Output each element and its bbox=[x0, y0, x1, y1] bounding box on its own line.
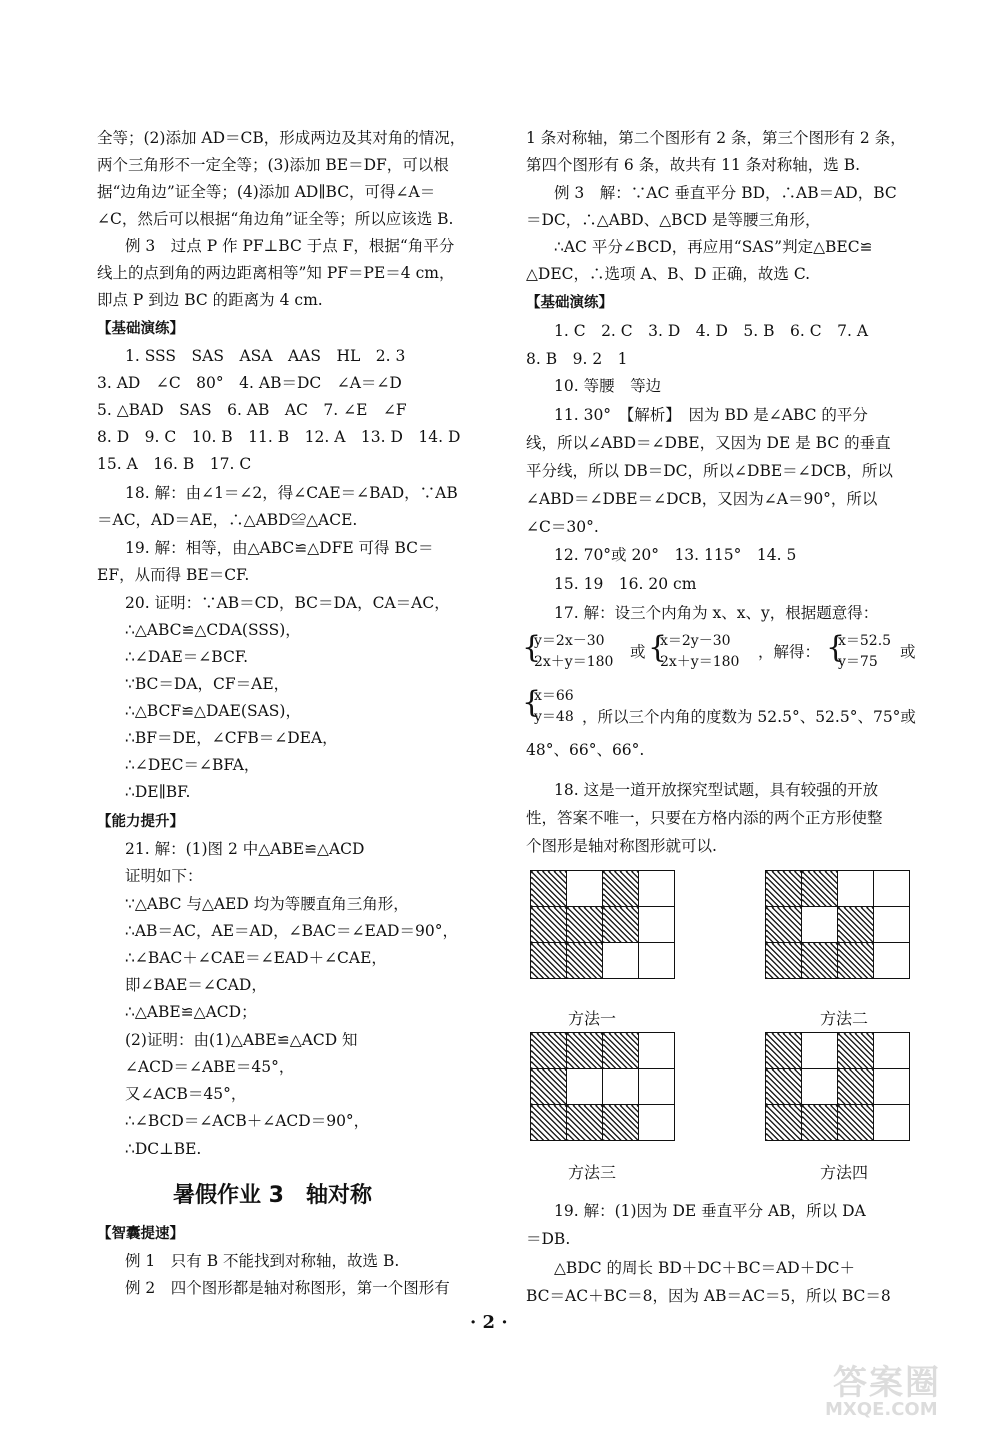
text-line: 18. 这是一道开放探究型试题，具有较强的开放 bbox=[554, 781, 879, 799]
text-line: 15. 19 16. 20 cm bbox=[554, 575, 697, 593]
text-line: ＝DC，∴△ABD、△BCD 是等腰三角形， bbox=[526, 211, 821, 229]
equation: y＝75 bbox=[838, 654, 878, 670]
text-line: 15. A 16. B 17. C bbox=[97, 455, 252, 473]
brace-symbol: { bbox=[522, 685, 542, 720]
text-line: ∵BC＝DA，CF＝AE， bbox=[125, 675, 290, 693]
text-line: ∵△ABC 与△AED 均为等腰直角三角形， bbox=[125, 895, 409, 913]
section-heading: 【智囊提速】 bbox=[97, 1226, 184, 1242]
figure-caption: 方法一 bbox=[568, 1009, 617, 1028]
figure-caption: 方法二 bbox=[820, 1009, 869, 1028]
figure-caption: 方法四 bbox=[820, 1163, 869, 1182]
text-line: ∴∠BAC＋∠CAE＝∠EAD＋∠CAE， bbox=[125, 949, 387, 967]
grid-figure-method-4 bbox=[765, 1032, 910, 1141]
chapter-title: 暑假作业 3 轴对称 bbox=[173, 1183, 372, 1208]
text-line: ＝AC，AD＝AE，∴△ABD≌△ACE. bbox=[97, 511, 358, 529]
text-or: 或 bbox=[900, 643, 916, 661]
text-line: 11. 30° 【解析】 因为 BD 是∠ABC 的平分 bbox=[554, 406, 868, 424]
equation: y＝48 bbox=[534, 709, 574, 725]
text-line: 48°、66°、66°. bbox=[526, 741, 645, 759]
text-line: 18. 解：由∠1＝∠2，得∠CAE＝∠BAD，∵AB bbox=[125, 484, 458, 502]
text-or: 或 bbox=[630, 643, 646, 661]
watermark-text: 答案圈 bbox=[833, 1363, 941, 1403]
text-line: 20. 证明：∵AB＝CD，BC＝DA，CA＝AC， bbox=[125, 594, 450, 612]
figure-caption: 方法三 bbox=[568, 1163, 617, 1182]
watermark-url: MXQE.COM bbox=[825, 1399, 938, 1420]
page-number: · 2 · bbox=[470, 1312, 508, 1333]
text-line: EF，从而得 BE＝CF. bbox=[97, 566, 250, 584]
brace-symbol: { bbox=[522, 630, 542, 665]
text-line: 第四个图形有 6 条，故共有 11 条对称轴，选 B. bbox=[526, 156, 861, 174]
text-line: 线，所以∠ABD＝∠DBE，又因为 DE 是 BC 的垂直 bbox=[526, 434, 891, 452]
text-line: 3. AD ∠C 80° 4. AB＝DC ∠A＝∠D bbox=[97, 374, 402, 392]
text-line: 19. 解：(1)因为 DE 垂直平分 AB，所以 DA bbox=[554, 1202, 866, 1220]
text-line: 证明如下： bbox=[125, 867, 203, 885]
text-line: 个图形是轴对称图形就可以. bbox=[526, 837, 717, 855]
text-line: ∴∠DEC＝∠BFA， bbox=[125, 756, 260, 774]
text-line: 1. SSS SAS ASA AAS HL 2. 3 bbox=[125, 347, 406, 365]
brace-symbol: { bbox=[826, 630, 846, 665]
section-heading: 【能力提升】 bbox=[97, 814, 184, 830]
text-line: △DEC，∴选项 A、B、D 正确，故选 C. bbox=[526, 265, 811, 283]
text-line: 19. 解：相等，由△ABC≌△DFE 可得 BC＝ bbox=[125, 539, 434, 557]
text-line: ∴△ABE≌△ACD； bbox=[125, 1003, 257, 1021]
text-line: 例 2 四个图形都是轴对称图形，第一个图形有 bbox=[125, 1279, 450, 1297]
text-line: ∴△BCF≌△DAE(SAS)， bbox=[125, 702, 301, 720]
text-line: ∠ABD＝∠DBE＝∠DCB，又因为∠A＝90°，所以 bbox=[526, 490, 878, 508]
text-line: ，解得： bbox=[758, 643, 821, 661]
equation: x＝52.5 bbox=[838, 633, 892, 649]
text-line: 1. C 2. C 3. D 4. D 5. B 6. C 7. A bbox=[554, 322, 869, 340]
text-line: BC＝AC＋BC＝8，因为 AB＝AC＝5，所以 BC＝8 bbox=[526, 1287, 891, 1305]
text-line: ∴AB＝AC，AE＝AD，∠BAC＝∠EAD＝90°， bbox=[125, 922, 458, 940]
text-line: ∴BF＝DE，∠CFB＝∠DEA， bbox=[125, 729, 338, 747]
text-line: 全等；(2)添加 AD＝CB，形成两边及其对角的情况， bbox=[97, 129, 466, 147]
equation: x＝66 bbox=[534, 688, 574, 704]
text-line: ∠ACD＝∠ABE＝45°， bbox=[125, 1058, 295, 1076]
text-line: ∴△ABC≌△CDA(SSS)， bbox=[125, 621, 301, 639]
text-line: ∴DC⊥BE. bbox=[125, 1140, 202, 1158]
text-line: 8. D 9. C 10. B 11. B 12. A 13. D 14. D bbox=[97, 428, 461, 446]
text-line: 又∠ACB＝45°， bbox=[125, 1085, 247, 1103]
text-line: ∴∠DAE＝∠BCF. bbox=[125, 648, 249, 666]
text-line: 例 3 过点 P 作 PF⊥BC 于点 F，根据“角平分 bbox=[125, 237, 455, 255]
text-line: 1 条对称轴，第二个图形有 2 条，第三个图形有 2 条， bbox=[526, 129, 906, 147]
section-heading: 【基础演练】 bbox=[526, 295, 613, 311]
text-line: 21. 解：(1)图 2 中△ABE≌△ACD bbox=[125, 840, 365, 858]
text-line: 例 1 只有 B 不能找到对称轴，故选 B. bbox=[125, 1252, 400, 1270]
text-line: (2)证明：由(1)△ABE≌△ACD 知 bbox=[125, 1031, 358, 1049]
text-line: ∠C＝30°. bbox=[526, 518, 599, 536]
text-line: 5. △BAD SAS 6. AB AC 7. ∠E ∠F bbox=[97, 401, 407, 419]
equation: y＝2x－30 bbox=[534, 633, 605, 649]
grid-figure-method-2 bbox=[765, 870, 910, 979]
text-line: ∴∠BCD＝∠ACB＋∠ACD＝90°， bbox=[125, 1112, 370, 1130]
text-line: 即点 P 到边 BC 的距离为 4 cm. bbox=[97, 291, 323, 309]
text-line: 12. 70°或 20° 13. 115° 14. 5 bbox=[554, 546, 797, 564]
text-line: 例 3 解：∵AC 垂直平分 BD，∴AB＝AD，BC bbox=[554, 184, 897, 202]
text-line: 即∠BAE＝∠CAD， bbox=[125, 976, 267, 994]
equation: x＝2y－30 bbox=[660, 633, 731, 649]
grid-figure-method-3 bbox=[530, 1032, 675, 1141]
text-line: 17. 解：设三个内角为 x、x、y，根据题意得： bbox=[554, 604, 879, 622]
section-heading: 【基础演练】 bbox=[97, 321, 184, 337]
text-line: △BDC 的周长 BD＋DC＋BC＝AD＋DC＋ bbox=[554, 1259, 856, 1277]
text-line: ∴DE∥BF. bbox=[125, 783, 191, 801]
text-line: 8. B 9. 2 1 bbox=[526, 350, 628, 368]
brace-symbol: { bbox=[648, 630, 668, 665]
text-line: ＝DB. bbox=[526, 1230, 571, 1248]
equation: 2x＋y＝180 bbox=[660, 654, 740, 670]
equation: 2x＋y＝180 bbox=[534, 654, 614, 670]
grid-figure-method-1 bbox=[530, 870, 675, 979]
text-line: 10. 等腰 等边 bbox=[554, 377, 662, 395]
text-line: 两个三角形不一定全等；(3)添加 BE＝DF，可以根 bbox=[97, 156, 449, 174]
text-line: 性，答案不唯一，只要在方格内添的两个正方形使整 bbox=[526, 809, 883, 827]
text-line: ∠C，然后可以根据“角边角”证全等；所以应该选 B. bbox=[97, 210, 454, 228]
text-line: 平分线，所以 DB＝DC，所以∠DBE＝∠DCB，所以 bbox=[526, 462, 893, 480]
text-line: ，所以三个内角的度数为 52.5°、52.5°、75°或 bbox=[582, 708, 916, 726]
text-line: ∴AC 平分∠BCD，再应用“SAS”判定△BEC≌ bbox=[554, 238, 873, 256]
text-line: 线上的点到角的两边距离相等”知 PF＝PE＝4 cm， bbox=[97, 264, 455, 282]
watermark-logo bbox=[815, 1355, 985, 1425]
text-line: 据“边角边”证全等；(4)添加 AD∥BC，可得∠A＝ bbox=[97, 183, 436, 201]
